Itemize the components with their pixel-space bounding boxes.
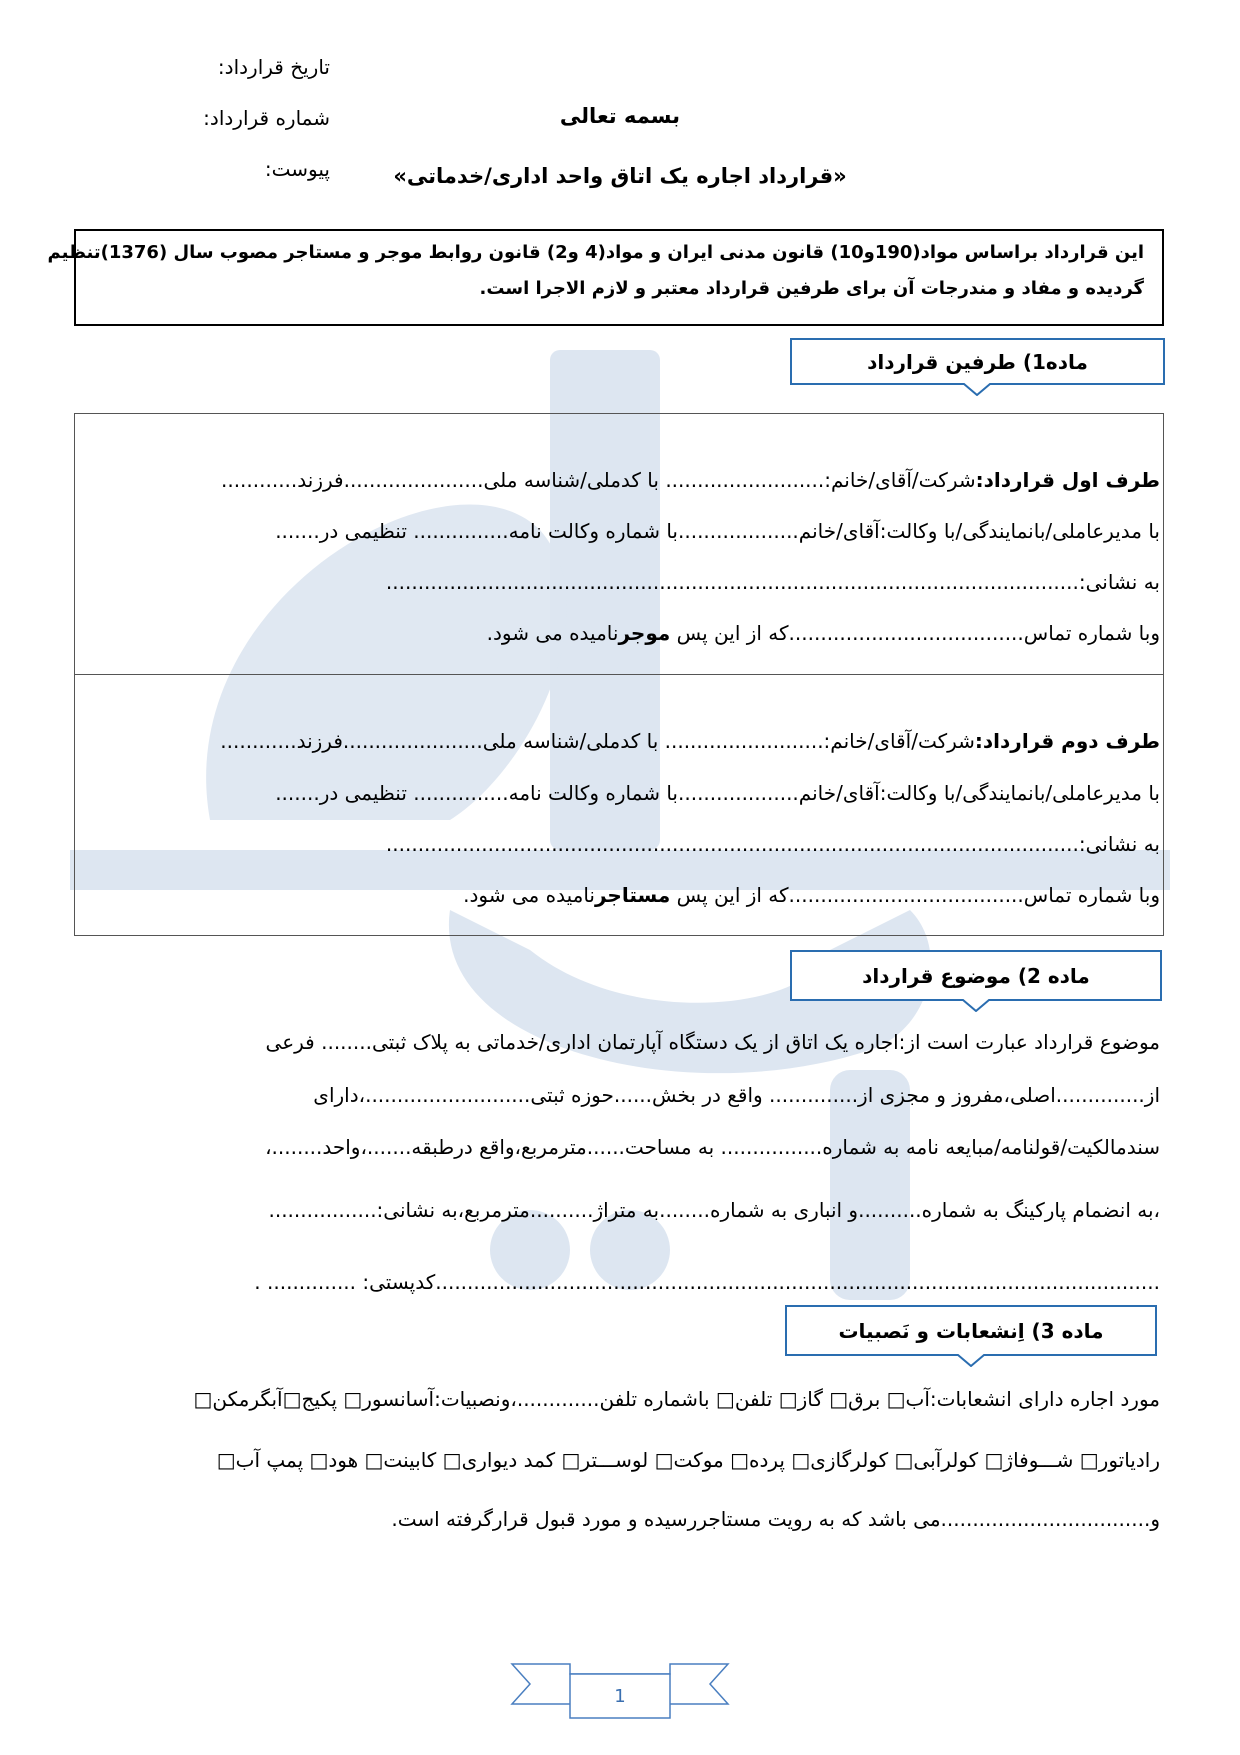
party2-role: مستاجر [594,883,671,907]
attachment-label: پیوست: [264,157,330,181]
party1-role: موجر [618,621,671,645]
intro-box [47,229,1164,326]
article2-line-4: ،به انضمام پارکینگ به شماره..........و انباری به شماره........به متراژ..........مترمربع،به نشانی:................. [268,1198,1160,1222]
article3-line-2: رادیاتور□ شـــوفاژ□ کولرآبی□ کولرگازی□ پرده□ موکت□ لوســـتر□ کمد دیواری□ کابینت□ هود□ پمپ آب□ [216,1448,1160,1472]
article3-line-3: و.................................می باشد که به رویت مستاجررسیده و مورد قبول قرارگرفته است. [391,1507,1160,1531]
basmala: بسمه تعالی [559,104,681,128]
party1-line-4 [80,621,1160,645]
page-title: «قرارداد اجاره یک اتاق واحد اداری/خدماتی» [393,164,847,188]
article2-line-1: موضوع قرارداد عبارت است از:اجاره یک اتاق از یک دستگاه آپارتمان اداری/خدماتی به پلاک ثبتی........ فرعی [265,1030,1160,1054]
intro-line-1: این قرارداد براساس مواد(190و10) قانون مدنی ایران و مواد(4 و2) قانون روابط موجر و مستاجر مصوب سال (1376)تنظیم [47,242,1144,263]
party1-line1-text: شرکت/آقای/خانم:......................... با کدملی/شناسه ملی......................فرزند............ [220,468,976,492]
party1-line-3: به نشانی:............................................................................................................. [385,570,1160,594]
party1-label: طرف اول قرارداد: [975,468,1160,492]
contract-number-label: شماره قرارداد: [203,106,330,130]
party2-line4-post: نامیده می شود. [463,883,595,907]
party2-line-2: با مدیرعاملی/بانمایندگی/با وکالت:آقای/خانم...................با شماره وکالت نامه............... تنظیمی در....... [275,781,1160,805]
article2-line-5: ..................................................................................................................کدپستی: .............. . [254,1270,1160,1294]
article3-line-1: مورد اجاره دارای انشعابات:آب□ برق□ گاز□ تلفن□ باشماره تلفن.............،ونصبیات:آسانسور□ پکیج□آبگرمکن□ [193,1387,1160,1411]
article2-heading: ماده 2) موضوع قرارداد [862,964,1090,988]
article2-ribbon [790,950,1162,1012]
party1-line4-post: نامیده می شود. [486,621,619,645]
article3-heading: ماده 3) اِنشعابات و نَصبیات [838,1319,1104,1343]
party1-line-2: با مدیرعاملی/بانمایندگی/با وکالت:آقای/خانم...................با شماره وکالت نامه............... تنظیمی در....... [275,519,1160,543]
page-number-ribbon [510,1660,730,1724]
party2-line-4 [80,883,1160,907]
party2-line1-text: شرکت/آقای/خانم:......................... با کدملی/شناسه ملی......................فرزند............ [220,729,975,753]
party2-line-3: به نشانی:............................................................................................................. [385,832,1160,856]
article1-ribbon [790,338,1165,396]
party1-line4-pre: وبا شماره تماس.....................................که از این پس [670,621,1160,645]
article2-line-2: از..............اصلی،مفروز و مجزی از.............. واقع در بخش......حوزه ثبتی..........................،دارای [313,1083,1160,1107]
page-number: 1 [614,1686,626,1707]
contract-date-label: تاریخ قرارداد: [217,55,330,79]
party1-line-1 [80,468,1160,492]
party2-line4-pre: وبا شماره تماس.....................................که از این پس [670,883,1160,907]
intro-line-2: گردیده و مفاد و مندرجات آن برای طرفین قرارداد معتبر و لازم الاجرا است. [479,278,1144,299]
article3-ribbon [785,1305,1157,1367]
article2-line-3: سندمالکیت/قولنامه/مبایعه نامه به شماره................ به مساحت......مترمربع،واقع درطبقه.......،واحد........، [265,1135,1160,1159]
party2-label: طرف دوم قرارداد: [974,729,1160,753]
party2-line-1 [80,729,1160,753]
article1-heading: ماده1) طرفین قرارداد [867,350,1088,374]
